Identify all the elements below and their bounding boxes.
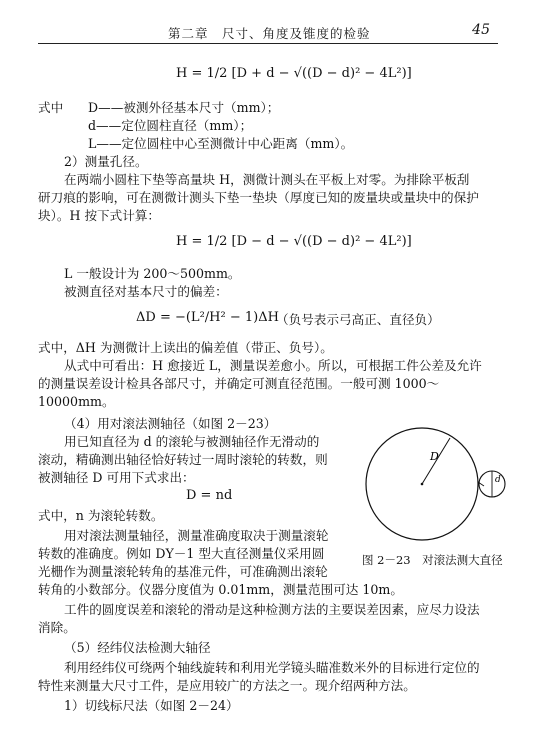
label-D: D [430, 450, 439, 463]
label-d: d [495, 475, 501, 485]
para-line: 从式中可看出：H 愈接近 L，测量误差愈小。所以，可根据工件公差及允许 [64, 358, 482, 373]
subsection-title: 1）切线标尺法（如图 2－24） [64, 698, 239, 713]
formula-3-note: （负号表示弓高正、直径负） [276, 312, 440, 327]
defs-lead: 式中 [38, 100, 64, 115]
para-line: 被测轴径 D 可用下式求出： [38, 470, 195, 485]
section-2-title: 2）测量孔径。 [64, 154, 148, 169]
shaft-center [421, 483, 424, 486]
deviation-intro: 被测直径对基本尺寸的偏差： [64, 284, 228, 299]
page-number: 45 [472, 22, 490, 38]
para-line: 消除。 [38, 620, 76, 635]
def-D: D——被测外径基本尺寸（mm）； [88, 100, 280, 115]
header-rule [38, 43, 498, 44]
para-line: 滚动，精确测出轴径恰好转过一周时滚轮的转数，则 [38, 452, 328, 467]
formula-2: H = 1/2 [D − d − √((D − d)² − 4L²)] [176, 234, 412, 249]
section-4-title: （4）用对滚法测轴径（如图 2－23） [64, 416, 277, 431]
chapter-title: 第二章 尺寸、角度及锥度的检验 [168, 26, 371, 41]
para-line: 的测量误差设计检具各部尺寸，并确定可测直径范围。一般可测 1000～ [38, 376, 440, 391]
n-def: 式中，n 为滚轮转数。 [38, 508, 164, 523]
para-line: 10000mm。 [38, 394, 115, 409]
formula-4: D = nd [186, 488, 233, 503]
para-line: 光栅作为测量滚轮转角的基准元件，可准确测出滚轮 [38, 564, 328, 579]
para-line: 工件的圆度误差和滚轮的滑动是这种检测方法的主要误差因素，应尽力设法 [64, 602, 480, 617]
para-line: 用对滚法测量轴径，测量准确度取决于测量滚轮 [64, 528, 329, 543]
def-d: d——定位圆柱直径（mm）； [88, 118, 253, 133]
section-5-title: （5）经纬仪法检测大轴径 [64, 640, 211, 655]
def-L: L——定位圆柱中心至测微计中心距离（mm）。 [88, 136, 354, 151]
para-line: 用已知直径为 d 的滚轮与被测轴径作无滑动的 [64, 434, 320, 449]
para-line: 块）。H 按下式计算： [38, 208, 161, 223]
formula-3: ΔD = −(L²/H² − 1)ΔH [136, 310, 279, 325]
delta-def: 式中，ΔH 为测微计上读出的偏差值（带正、负号）。 [38, 340, 333, 355]
para-line: 转数的准确度。例如 DY－1 型大直径测量仪采用圆 [38, 546, 325, 561]
l-range-text: L 一般设计为 200～500mm。 [64, 266, 241, 281]
para-line: 研刀痕的影响，可在测微计测头下垫一垫块（厚度已知的废量块或量块中的保护 [38, 190, 479, 205]
para-line: 特性来测量大尺寸工件，是应用较广的方法之一。现介绍两种方法。 [38, 678, 416, 693]
para-line: 转角的小数部分。仪器分度值为 0.01mm，测量范围可达 10m。 [38, 582, 403, 597]
para-line: 利用经纬仪可绕两个轴线旋转和利用光学镜头瞄准数米外的目标进行定位的 [64, 660, 480, 675]
running-header [38, 20, 498, 44]
formula-1: H = 1/2 [D + d − √((D − d)² − 4L²)] [176, 66, 412, 81]
para-line: 在两端小圆柱下垫等高量块 H，测微计测头在平板上对零。为排除平板刮 [64, 172, 470, 187]
figure-2-23-diagram [364, 418, 512, 558]
figure-caption: 图 2－23 对滚法测大直径 [362, 553, 503, 567]
